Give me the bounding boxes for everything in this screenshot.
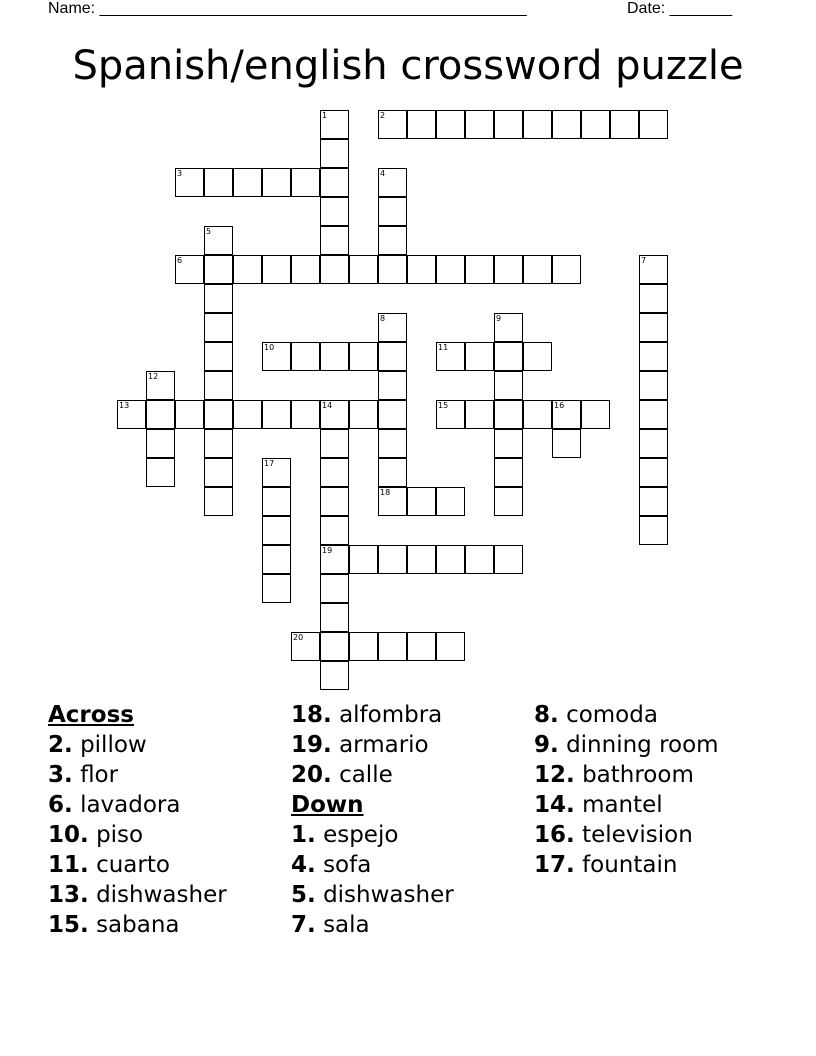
grid-cell[interactable] (494, 371, 523, 400)
clue-down-12: 12. bathroom (534, 762, 694, 788)
grid-cell[interactable] (494, 458, 523, 487)
grid-cell[interactable] (146, 458, 175, 487)
clue-number-label: 2 (380, 111, 386, 120)
grid-cell[interactable] (378, 429, 407, 458)
grid-cell[interactable] (262, 255, 291, 284)
grid-cell[interactable] (465, 545, 494, 574)
grid-cell[interactable] (378, 458, 407, 487)
clue-number-label: 13 (119, 401, 130, 410)
grid-cell[interactable] (610, 110, 639, 139)
grid-cell[interactable] (639, 458, 668, 487)
grid-cell[interactable] (552, 255, 581, 284)
grid-cell[interactable] (204, 313, 233, 342)
clue-column-3 (534, 700, 719, 880)
grid-cell[interactable] (465, 110, 494, 139)
clue-down-14: 14. mantel (534, 792, 663, 818)
grid-cell[interactable] (523, 110, 552, 139)
grid-cell[interactable] (320, 255, 349, 284)
grid-cell[interactable] (291, 168, 320, 197)
grid-cell[interactable] (204, 371, 233, 400)
grid-cell[interactable] (494, 487, 523, 516)
clue-number-label: 10 (264, 343, 275, 352)
grid-cell[interactable] (378, 255, 407, 284)
grid-cell[interactable] (378, 342, 407, 371)
clue-number-label: 6 (177, 256, 183, 265)
name-field[interactable]: Name: ________________________________________________ (48, 0, 527, 17)
clue-number-label: 8 (380, 314, 386, 323)
grid-cell[interactable] (494, 400, 523, 429)
clue-across-11: 11. cuarto (48, 852, 170, 878)
grid-cell[interactable] (291, 400, 320, 429)
grid-cell[interactable] (349, 545, 378, 574)
grid-cell[interactable] (436, 110, 465, 139)
grid-cell[interactable] (233, 255, 262, 284)
grid-cell[interactable] (639, 110, 668, 139)
grid-cell[interactable] (320, 342, 349, 371)
grid-cell[interactable] (291, 342, 320, 371)
clue-number-label: 17 (264, 459, 275, 468)
clue-number-label: 1 (322, 111, 328, 120)
grid-cell[interactable] (320, 574, 349, 603)
grid-cell[interactable] (378, 197, 407, 226)
grid-cell[interactable] (320, 197, 349, 226)
grid-cell[interactable] (291, 255, 320, 284)
grid-cell[interactable] (581, 110, 610, 139)
grid-cell[interactable] (204, 342, 233, 371)
grid-cell[interactable] (378, 400, 407, 429)
grid-cell[interactable] (378, 632, 407, 661)
grid-cell[interactable] (407, 487, 436, 516)
grid-cell[interactable] (378, 371, 407, 400)
clue-across-19: 19. armario (291, 732, 429, 758)
clue-across-6: 6. lavadora (48, 792, 181, 818)
clue-column-2 (291, 700, 454, 940)
clue-down-9: 9. dinning room (534, 732, 719, 758)
grid-cell[interactable] (436, 487, 465, 516)
grid-cell[interactable] (639, 487, 668, 516)
clue-across-15: 15. sabana (48, 912, 180, 938)
grid-cell[interactable] (552, 429, 581, 458)
grid-cell[interactable] (523, 400, 552, 429)
grid-cell[interactable] (204, 487, 233, 516)
grid-cell[interactable] (407, 255, 436, 284)
grid-cell[interactable] (378, 545, 407, 574)
clue-across-10: 10. piso (48, 822, 144, 848)
grid-cell[interactable] (465, 342, 494, 371)
clue-across-18: 18. alfombra (291, 702, 443, 728)
grid-cell[interactable] (349, 400, 378, 429)
grid-cell[interactable] (494, 342, 523, 371)
clue-number-label: 12 (148, 372, 159, 381)
grid-cell[interactable] (204, 284, 233, 313)
grid-cell[interactable] (639, 313, 668, 342)
grid-cell[interactable] (407, 632, 436, 661)
grid-cell[interactable] (262, 400, 291, 429)
clue-number-label: 18 (380, 488, 391, 497)
grid-cell[interactable] (523, 342, 552, 371)
grid-cell[interactable] (436, 632, 465, 661)
grid-cell[interactable] (639, 400, 668, 429)
grid-cell[interactable] (639, 371, 668, 400)
grid-cell[interactable] (204, 255, 233, 284)
grid-cell[interactable] (204, 168, 233, 197)
grid-cell[interactable] (494, 110, 523, 139)
grid-cell[interactable] (320, 632, 349, 661)
grid-cell[interactable] (262, 516, 291, 545)
clue-across-2: 2. pillow (48, 732, 147, 758)
grid-cell[interactable] (407, 110, 436, 139)
clue-across-3: 3. flor (48, 762, 119, 788)
page-title: Spanish/english crossword puzzle (72, 43, 744, 89)
grid-cell[interactable] (204, 458, 233, 487)
grid-cell[interactable] (320, 168, 349, 197)
clue-number-label: 5 (206, 227, 212, 236)
clue-across-13: 13. dishwasher (48, 882, 227, 908)
clue-down-5: 5. dishwasher (291, 882, 454, 908)
grid-cell[interactable] (320, 139, 349, 168)
grid-cell[interactable] (349, 255, 378, 284)
clue-across-20: 20. calle (291, 762, 393, 788)
clue-number-label: 11 (438, 343, 449, 352)
clue-down-16: 16. television (534, 822, 693, 848)
clue-down-7: 7. sala (291, 912, 370, 938)
grid-cell[interactable] (639, 516, 668, 545)
clue-number-label: 15 (438, 401, 449, 410)
clue-number-label: 16 (554, 401, 565, 410)
across-heading: Across (48, 702, 134, 728)
date-field[interactable]: Date: _______ (627, 0, 732, 17)
clue-down-4: 4. sofa (291, 852, 372, 878)
grid-cell[interactable] (146, 400, 175, 429)
clue-column-1 (48, 700, 227, 940)
clue-number-label: 7 (641, 256, 647, 265)
grid-cell[interactable] (639, 429, 668, 458)
grid-cell[interactable] (639, 342, 668, 371)
clue-number-label: 4 (380, 169, 386, 178)
grid-cell[interactable] (494, 429, 523, 458)
grid-cell[interactable] (349, 632, 378, 661)
grid-cell[interactable] (320, 516, 349, 545)
grid-cell[interactable] (320, 661, 349, 690)
grid-cell[interactable] (175, 400, 204, 429)
clue-number-label: 9 (496, 314, 502, 323)
grid-cell[interactable] (494, 545, 523, 574)
grid-cell[interactable] (465, 400, 494, 429)
clue-number-label: 3 (177, 169, 183, 178)
grid-cell[interactable] (320, 226, 349, 255)
grid-cell[interactable] (262, 487, 291, 516)
clue-down-17: 17. fountain (534, 852, 678, 878)
grid-cell[interactable] (407, 545, 436, 574)
grid-cell[interactable] (552, 110, 581, 139)
grid-cell[interactable] (320, 603, 349, 632)
grid-cell[interactable] (320, 458, 349, 487)
grid-cell[interactable] (233, 168, 262, 197)
grid-cell[interactable] (523, 255, 552, 284)
clue-down-8: 8. comoda (534, 702, 658, 728)
grid-cell[interactable] (320, 487, 349, 516)
grid-cell[interactable] (581, 400, 610, 429)
grid-cell[interactable] (639, 284, 668, 313)
grid-cell[interactable] (436, 545, 465, 574)
down-heading: Down (291, 792, 364, 818)
grid-cell[interactable] (204, 400, 233, 429)
grid-cell[interactable] (262, 574, 291, 603)
grid-cell[interactable] (233, 400, 262, 429)
clue-down-1: 1. espejo (291, 822, 399, 848)
grid-cell[interactable] (204, 429, 233, 458)
grid-cell[interactable] (436, 255, 465, 284)
grid-cell[interactable] (349, 342, 378, 371)
clue-number-label: 20 (293, 633, 304, 642)
grid-cell[interactable] (146, 429, 175, 458)
grid-cell[interactable] (378, 226, 407, 255)
grid-cell[interactable] (262, 545, 291, 574)
grid-cell[interactable] (320, 429, 349, 458)
clue-number-label: 19 (322, 546, 333, 555)
grid-cell[interactable] (494, 255, 523, 284)
clue-number-label: 14 (322, 401, 333, 410)
grid-cell[interactable] (262, 168, 291, 197)
grid-cell[interactable] (465, 255, 494, 284)
